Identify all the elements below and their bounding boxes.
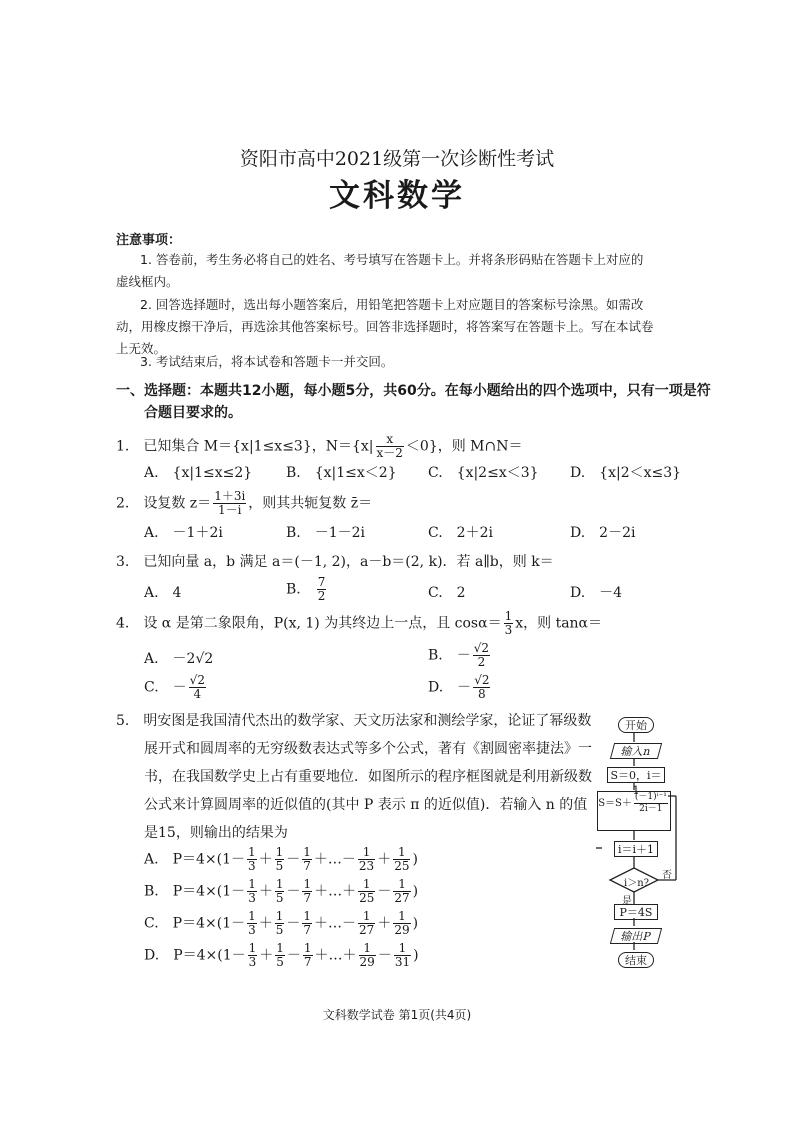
flowchart-output: 输出P bbox=[610, 928, 662, 944]
fraction: $\frac{1}{27}$ bbox=[359, 909, 375, 937]
q5-option-d[interactable]: D. P＝4×(1－ $\frac{1}{3}$ ＋ $\frac{1}{5}$ － $\frac{1}{7}$ ＋…＋ $\frac{1}{29}$ － $\frac{1}{31}$ ) bbox=[144, 941, 419, 969]
question-2-stem: 2. 设复数 z＝ $\frac{1+3i}{1-i}$ ，则其共轭复数 z̄＝ bbox=[116, 489, 373, 517]
q1-option-a[interactable]: A. {x|1≤x≤2} bbox=[144, 465, 253, 481]
flowchart-condition: i＞n? bbox=[624, 878, 649, 889]
exam-title: 资阳市高中2021级第一次诊断性考试 bbox=[239, 148, 555, 170]
fraction: $\frac{1}{29}$ bbox=[394, 909, 410, 937]
q4-option-c[interactable]: C. － $\frac{√2}{4}$ bbox=[144, 673, 205, 701]
fraction: $\frac{1}{5}$ bbox=[275, 909, 284, 937]
q5-option-c[interactable]: C. P＝4×(1－ $\frac{1}{3}$ ＋ $\frac{1}{5}$ － $\frac{1}{7}$ ＋…－ $\frac{1}{27}$ ＋ $\frac{1}{29}$ ) bbox=[144, 909, 419, 937]
q3-option-b[interactable]: B. $\frac{7}{2}$ bbox=[286, 575, 326, 603]
question-1-stem: 1. 已知集合 M＝{x|1≤x≤3}，N＝{x| $\frac{x}{x-2}$ ＜0}，则 M∩N＝ bbox=[116, 432, 523, 460]
fraction: $\frac{1+3i}{1-i}$ bbox=[214, 489, 246, 517]
fraction: $\frac{1}{3}$ bbox=[248, 877, 256, 905]
page-footer: 文科数学试卷 第1页(共4页) bbox=[322, 1008, 472, 1022]
q3-option-d[interactable]: D. －4 bbox=[570, 585, 623, 601]
note-line: 上无效。 bbox=[116, 341, 167, 356]
fraction: $\frac{1}{27}$ bbox=[394, 877, 410, 905]
q2-option-a[interactable]: A. －1＋2i bbox=[144, 525, 223, 541]
fraction: $\frac{1}{7}$ bbox=[303, 941, 312, 969]
fraction: $\frac{7}{2}$ bbox=[317, 575, 326, 603]
q5-option-a[interactable]: A. P＝4×(1－ $\frac{1}{3}$ ＋ $\frac{1}{5}$ － $\frac{1}{7}$ ＋…－ $\frac{1}{23}$ ＋ $\frac{1}{25}$ ) bbox=[144, 845, 418, 873]
fraction: $\frac{1}{5}$ bbox=[276, 941, 284, 969]
q1-option-d[interactable]: D. {x|2＜x≤3} bbox=[570, 465, 682, 481]
flowchart-start: 开始 bbox=[618, 717, 654, 733]
fraction: $\frac{1}{3}$ bbox=[504, 609, 513, 637]
q4-option-d[interactable]: D. － $\frac{√2}{8}$ bbox=[428, 673, 490, 701]
note-line: 1. 答卷前，考生务必将自己的姓名、考号填写在答题卡上。并将条形码贴在答题卡上对应的 bbox=[140, 252, 644, 267]
q2-option-c[interactable]: C. 2＋2i bbox=[428, 525, 493, 541]
fraction: $\frac{√2}{8}$ bbox=[474, 673, 490, 701]
note-line: 2. 回答选择题时，选出每小题答案后，用铅笔把答题卡上对应题目的答案标号涂黑。如需改 bbox=[140, 297, 644, 312]
fraction: $\frac{√2}{2}$ bbox=[473, 641, 490, 669]
fraction: $\frac{1}{3}$ bbox=[248, 845, 256, 873]
flowchart-no-label: 否 bbox=[662, 870, 672, 881]
q1-option-c[interactable]: C. {x|2≤x＜3} bbox=[428, 465, 539, 481]
fraction: $\frac{1}{23}$ bbox=[358, 845, 375, 873]
fraction: $\frac{\text{(－1)ⁱ⁻¹}}{2i-1}$ bbox=[634, 792, 667, 814]
notes-heading: 注意事项： bbox=[116, 233, 182, 248]
note-line: 动，用橡皮擦干净后，再选涂其他答案标号。回答非选择题时，将答案写在答题卡上。写在本试卷 bbox=[116, 319, 654, 334]
flowchart-init: S＝0，i＝1 bbox=[607, 767, 665, 783]
fraction: $\frac{1}{3}$ bbox=[248, 941, 257, 969]
fraction: $\frac{x}{x-2}$ bbox=[376, 432, 403, 460]
fraction: $\frac{√2}{4}$ bbox=[189, 673, 205, 701]
section-heading: 一、选择题：本题共12小题，每小题5分，共60分。在每小题给出的四个选项中，只有一项是符 bbox=[116, 383, 711, 399]
question-4-stem: 4. 设 α 是第二象限角，P(x, 1) 为其终边上一点，且 cosα＝ $\frac{1}{3}$ x，则 tanα＝ bbox=[116, 609, 603, 637]
fraction: $\frac{1}{7}$ bbox=[303, 909, 312, 937]
fraction: $\frac{1}{7}$ bbox=[303, 845, 311, 873]
question-5-line: 展开式和圆周率的无穷级数表达式等多个公式，著有《割圆密率捷法》一 bbox=[144, 741, 592, 757]
note-line: 3. 考试结束后，将本试卷和答题卡一并交回。 bbox=[140, 354, 394, 369]
flowchart-calc: P＝4S bbox=[614, 904, 658, 920]
fraction: $\frac{1}{5}$ bbox=[275, 845, 284, 873]
q4-option-b[interactable]: B. － $\frac{√2}{2}$ bbox=[428, 641, 490, 669]
q2-option-d[interactable]: D. 2－2i bbox=[570, 525, 636, 541]
question-5-line: 5. 明安图是我国清代杰出的数学家、天文历法家和测绘学家，论证了幂级数 bbox=[116, 713, 592, 729]
flowchart-yes-label: 是 bbox=[622, 896, 632, 907]
question-5-line: 是15，则输出的结果为 bbox=[144, 825, 288, 841]
flowchart-input: 输入n bbox=[610, 743, 662, 759]
q3-option-a[interactable]: A. 4 bbox=[144, 585, 182, 601]
q5-option-b[interactable]: B. P＝4×(1－ $\frac{1}{3}$ ＋ $\frac{1}{5}$ － $\frac{1}{7}$ ＋…＋ $\frac{1}{25}$ － $\frac{1}{27}$ ) bbox=[144, 877, 419, 905]
flowchart-end: 结束 bbox=[618, 952, 654, 968]
section-heading-cont: 合题目要求的。 bbox=[144, 405, 242, 421]
question-3-stem: 3. 已知向量 a，b 满足 a＝(－1, 2)，a－b＝(2, k)．若 a∥b，则 k＝ bbox=[116, 554, 554, 570]
question-5-line: 公式来计算圆周率的近似值的(其中 P 表示 π 的近似值)．若输入 n 的值 bbox=[144, 797, 588, 813]
fraction: $\frac{1}{3}$ bbox=[248, 909, 256, 937]
fraction: $\frac{1}{25}$ bbox=[394, 845, 410, 873]
fraction: $\frac{1}{7}$ bbox=[303, 877, 312, 905]
note-line: 虚线框内。 bbox=[116, 274, 179, 289]
fraction: $\frac{1}{25}$ bbox=[359, 877, 375, 905]
fraction: $\frac{1}{29}$ bbox=[359, 941, 375, 969]
question-5-line: 书，在我国数学史上占有重要地位．如图所示的程序框图就是利用新级数 bbox=[144, 769, 592, 785]
fraction: $\frac{1}{5}$ bbox=[275, 877, 284, 905]
flowchart-increment: i＝i＋1 bbox=[614, 841, 658, 857]
flowchart-update: S＝S＋ $\frac{\text{(－1)ⁱ⁻¹}}{2i-1}$ bbox=[597, 791, 671, 831]
q2-option-b[interactable]: B. －1－2i bbox=[286, 525, 366, 541]
q1-option-b[interactable]: B. {x|1≤x＜2} bbox=[286, 465, 397, 481]
q3-option-c[interactable]: C. 2 bbox=[428, 585, 466, 601]
q4-option-a[interactable]: A. －2√2 bbox=[144, 651, 214, 667]
subject-title: 文科数学 bbox=[329, 178, 465, 214]
fraction: $\frac{1}{31}$ bbox=[394, 941, 411, 969]
